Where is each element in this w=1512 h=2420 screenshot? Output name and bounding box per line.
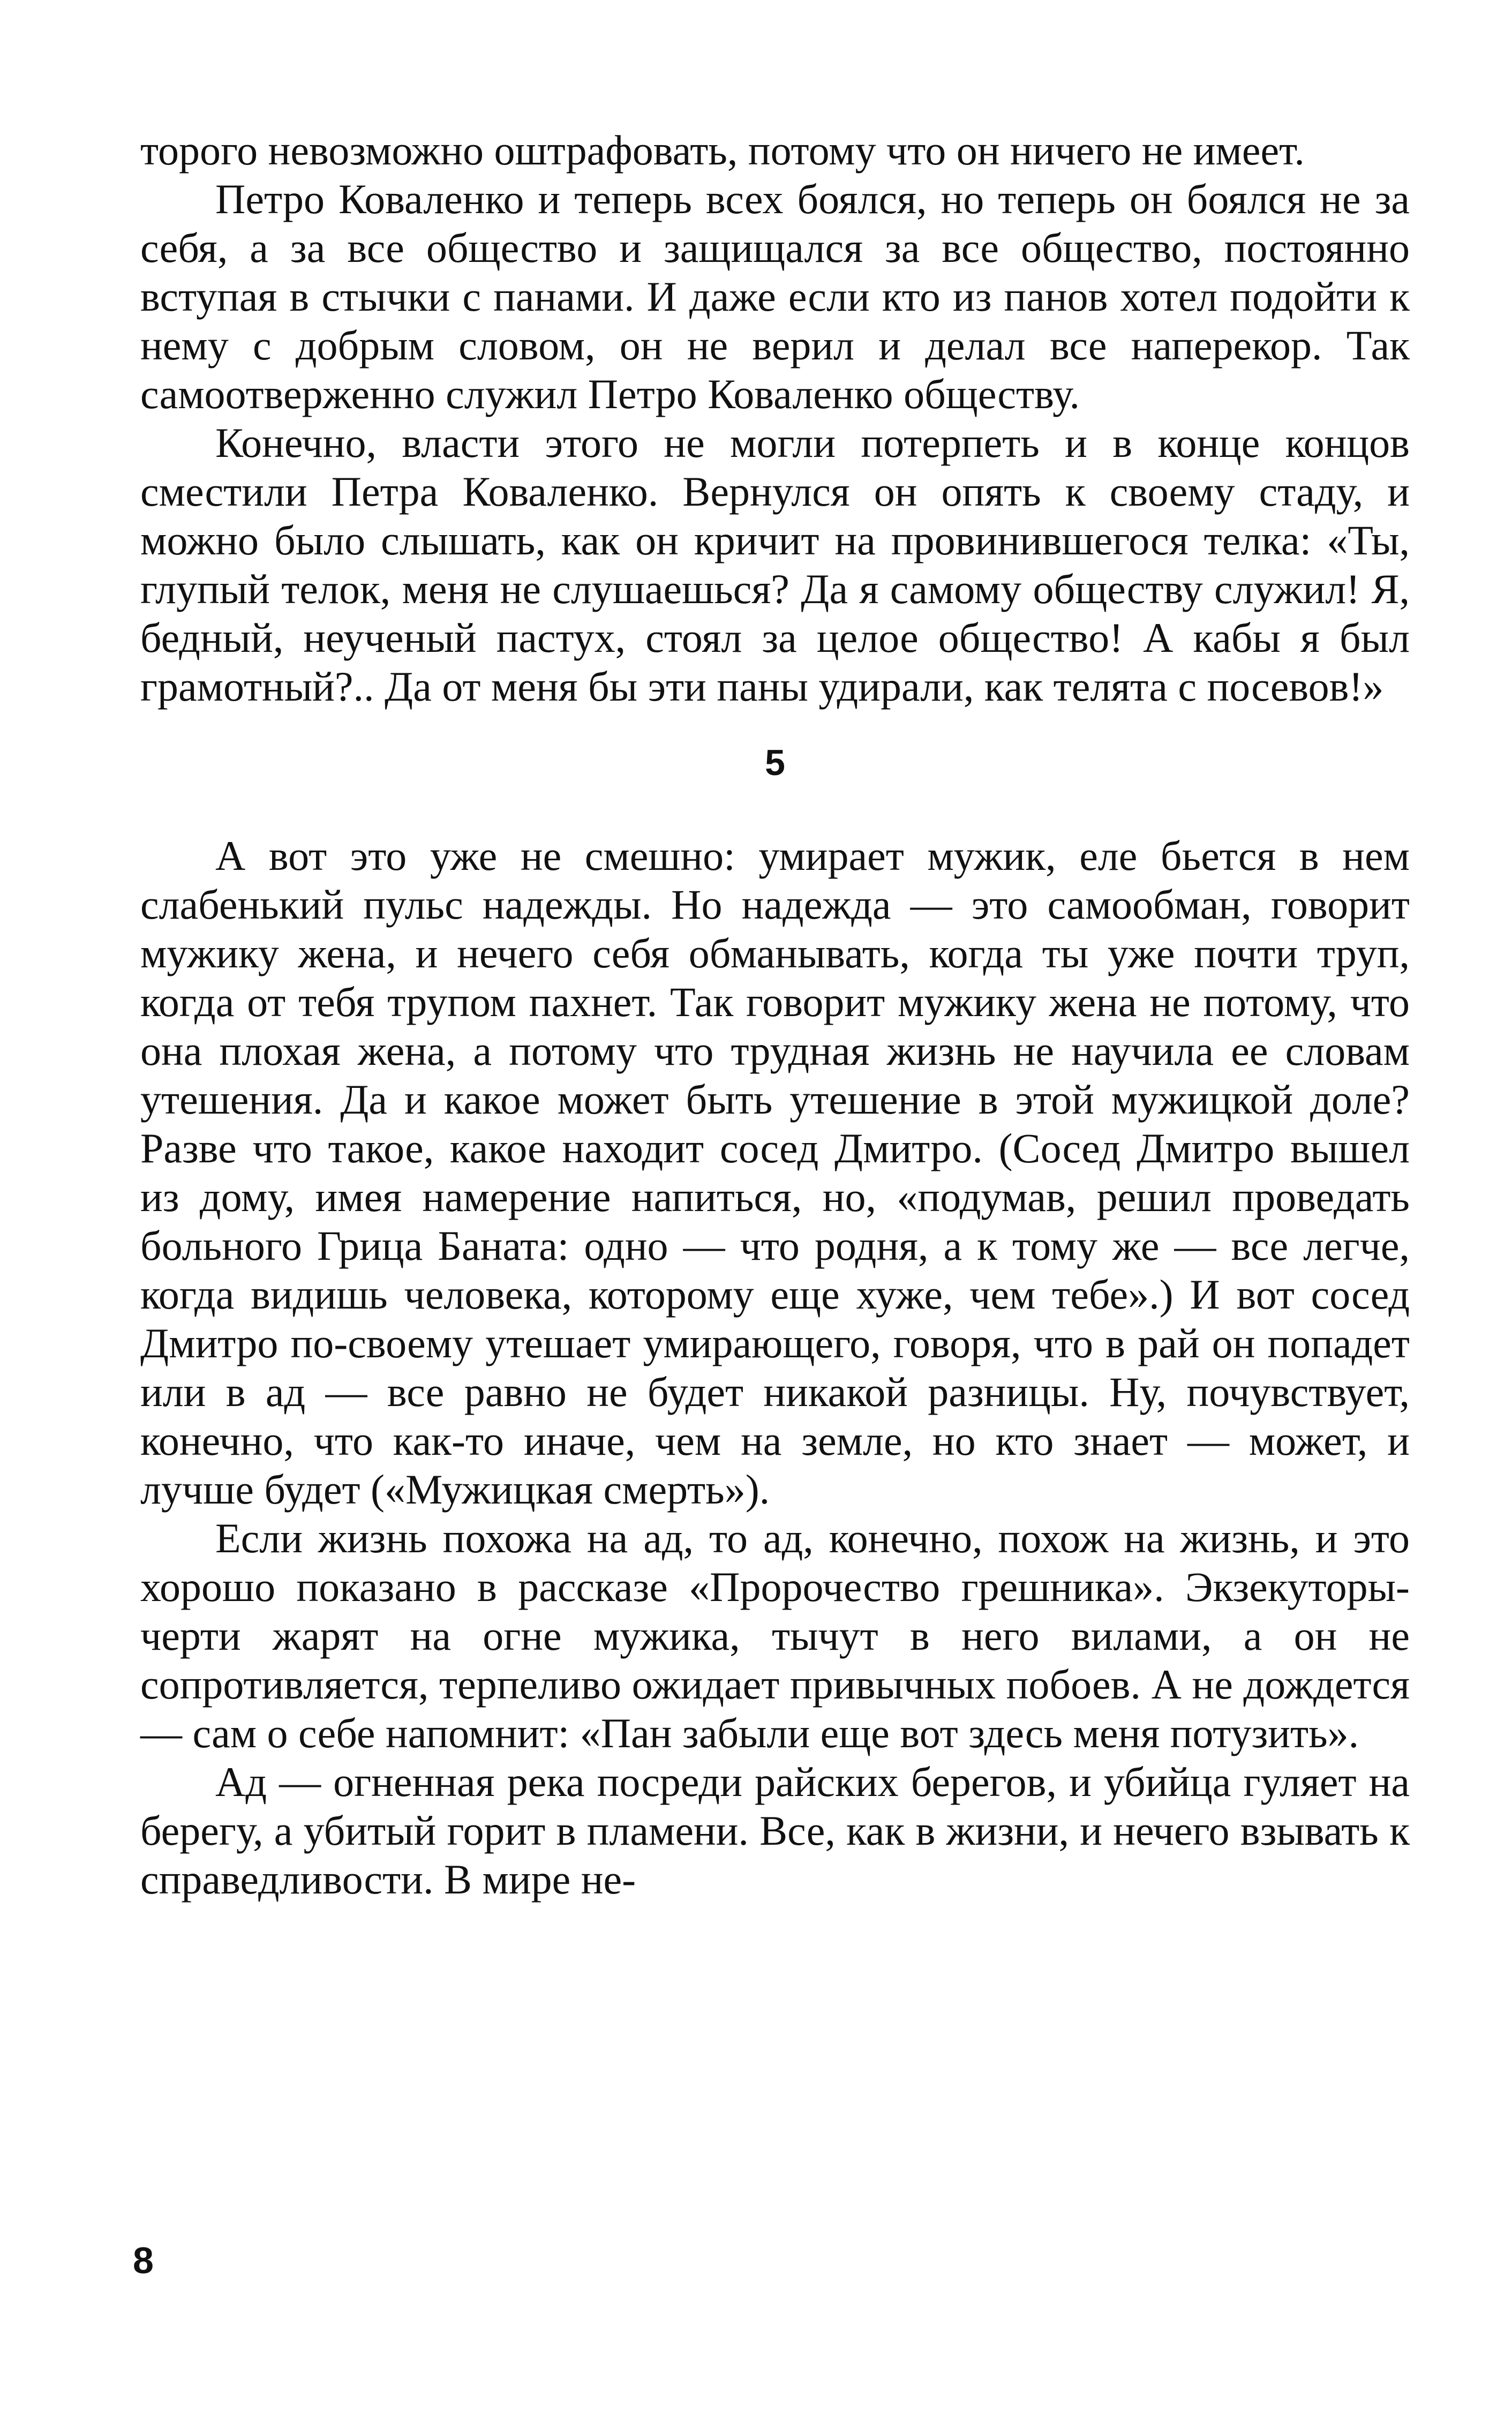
paragraph: Если жизнь похожа на ад, то ад, конечно, похож на жизнь, и это хорошо показано в рассказе «Пророчество грешника». Экзекуторы-черти жарят на огне мужика, тычут в него вилами, а он не сопротивляется, терпеливо ожидает привычных побоев. А не дождется — сам о себе напомнит: «Пан забыли еще вот здесь меня потузить».	[140, 1515, 1410, 1756]
paragraph: Конечно, власти этого не могли потерпеть и в конце концов сместили Петра Коваленко. Вернулся он опять к своему стаду, и можно было слышать, как он кричит на провинившегося телка: «Ты, глупый телок, меня не слушаешься? Да я самому обществу служил! Я, бедный, неученый пастух, стоял за целое общество! А кабы я был грамотный?.. Да от меня бы эти паны удирали, как телята с посевов!»	[140, 419, 1410, 710]
paragraph-continuation: торого невозможно оштрафовать, потому что он ничего не имеет.	[140, 127, 1305, 174]
paragraph-last: Ад — огненная река посреди райских берегов, и убийца гуляет на берегу, а убитый горит в пламени. Все, как в жизни, и нечего взывать к справедливости. В мире не-	[140, 1758, 1410, 1903]
paragraph: А вот это уже не смешно: умирает мужик, еле бьется в нем слабенький пульс надежды. Но надежда — это самообман, говорит мужику жена, и нечего себя обманывать, когда ты уже почти труп, когда от тебя трупом пахнет. Так говорит мужику жена не потому, что она плохая жена, а потому что трудная жизнь не научила ее словам утешения. Да и какое может быть утешение в этой мужицкой доле? Разве что такое, какое находит сосед Дмитро. (Сосед Дмитро вышел из дому, имея намерение напиться, но, «подумав, решил проведать больного Грица Баната: одно — что родня, а к тому же — все легче, когда видишь человека, которому еще хуже, чем тебе».) И вот сосед Дмитро по-своему утешает умирающего, говоря, что в рай он попадет или в ад — все равно не будет никакой разницы. Ну, почувствует, конечно, что как-то иначе, чем на земле, но кто знает — может, и лучше будет («Мужицкая смерть»).	[140, 832, 1410, 1513]
body-text	[140, 126, 1410, 1904]
page-number: 8	[133, 2239, 154, 2281]
section-number: 5	[765, 742, 785, 783]
paragraph: Петро Коваленко и теперь всех боялся, но теперь он боялся не за себя, а за все общество и защищался за все общество, постоянно вступая в стычки с панами. И даже если кто из панов хотел подойти к нему с добрым словом, он не верил и делал все наперекор. Так самоотверженно служил Петро Коваленко обществу.	[140, 176, 1410, 417]
